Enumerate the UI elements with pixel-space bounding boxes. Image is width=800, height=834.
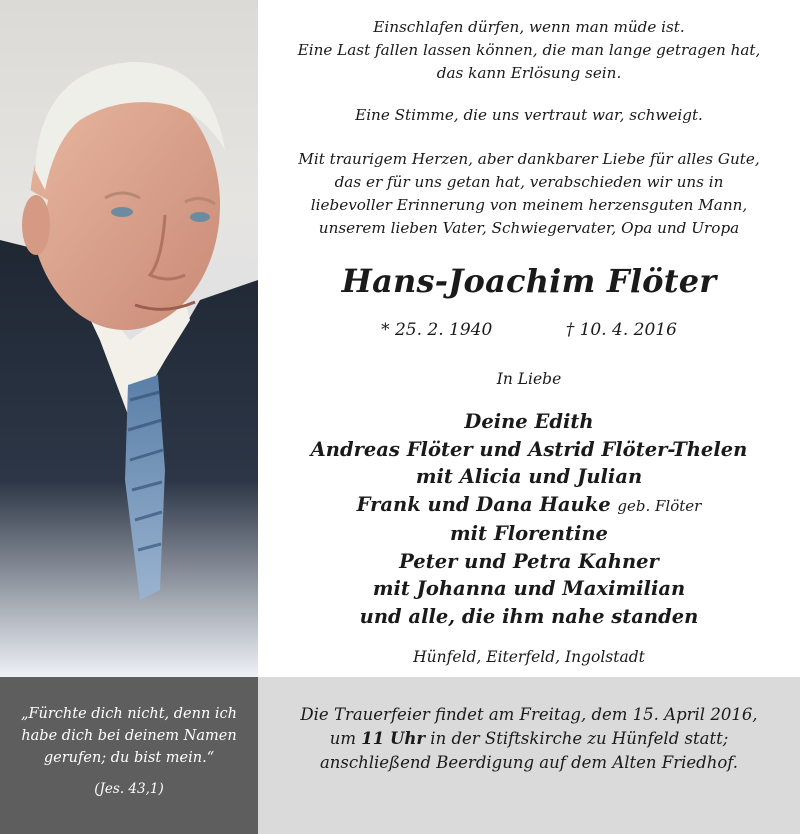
life-dates <box>258 320 800 340</box>
silence-text: Eine Stimme, die uns vertraut war, schweigt. <box>355 106 703 124</box>
in-love-label: In Liebe <box>496 370 562 388</box>
mourner-line: mit Florentine <box>450 522 608 545</box>
death-date: † 10. 4. 2016 <box>565 320 677 340</box>
poem <box>258 16 800 85</box>
birth-date: * 25. 2. 1940 <box>381 320 493 340</box>
bible-quote-line: „Fürchte dich nicht, denn ich <box>20 706 238 722</box>
intro-paragraph <box>258 148 800 240</box>
funeral-location: in der Stiftskirche zu Hünfeld statt; <box>425 729 729 748</box>
funeral-time-prefix: um <box>329 729 362 748</box>
intro-line: liebevoller Erinnerung von meinem herzensguten Mann, <box>310 196 748 214</box>
mourner-name: Frank und Dana Hauke <box>356 492 611 516</box>
bible-quote-panel <box>0 677 258 834</box>
intro-line: unserem lieben Vater, Schwiegervater, Opa und Uropa <box>318 219 740 237</box>
funeral-line <box>258 727 800 751</box>
poem-line: das kann Erlösung sein. <box>436 64 622 82</box>
mourner-line: mit Alicia und Julian <box>415 465 643 488</box>
mourner-line: Andreas Flöter und Astrid Flöter-Thelen <box>310 437 748 461</box>
bible-quote <box>0 703 258 769</box>
bible-quote-line: habe dich bei deinem Namen <box>21 728 237 744</box>
poem-line: Eine Last fallen lassen können, die man lange getragen hat, <box>297 41 761 59</box>
mourner-line: Peter und Petra Kahner <box>399 549 659 573</box>
intro-line: das er für uns getan hat, verabschieden wir uns in <box>334 173 724 191</box>
funeral-time: 11 Uhr <box>361 729 426 748</box>
intro-line: Mit traurigem Herzen, aber dankbarer Liebe für alles Gute, <box>298 150 760 168</box>
poem-line: Einschlafen dürfen, wenn man müde ist. <box>373 18 685 36</box>
mourner-line: mit Johanna und Maximilian <box>372 577 686 600</box>
funeral-line: Die Trauerfeier findet am Freitag, dem 15. April 2016, <box>300 705 758 724</box>
mourner-line: Deine Edith <box>464 410 594 433</box>
portrait-photo <box>0 0 258 677</box>
mourner-line <box>258 491 800 521</box>
deceased-name: Hans-Joachim Flöter <box>341 262 717 300</box>
silence-line <box>258 104 800 127</box>
funeral-info <box>258 703 800 775</box>
mourner-line: und alle, die ihm nahe standen <box>359 604 699 628</box>
birth-name-note: geb. Flöter <box>617 496 702 515</box>
bible-quote-line: gerufen; du bist mein.“ <box>43 750 215 766</box>
obituary-text <box>258 0 800 677</box>
bible-reference: (Jes. 43,1) <box>94 781 164 797</box>
funeral-line: anschließend Beerdigung auf dem Alten Friedhof. <box>319 753 739 772</box>
places: Hünfeld, Eiterfeld, Ingolstadt <box>413 648 645 666</box>
funeral-info-panel <box>258 677 800 834</box>
portrait-illustration <box>0 0 258 677</box>
mourners-list <box>258 408 800 630</box>
